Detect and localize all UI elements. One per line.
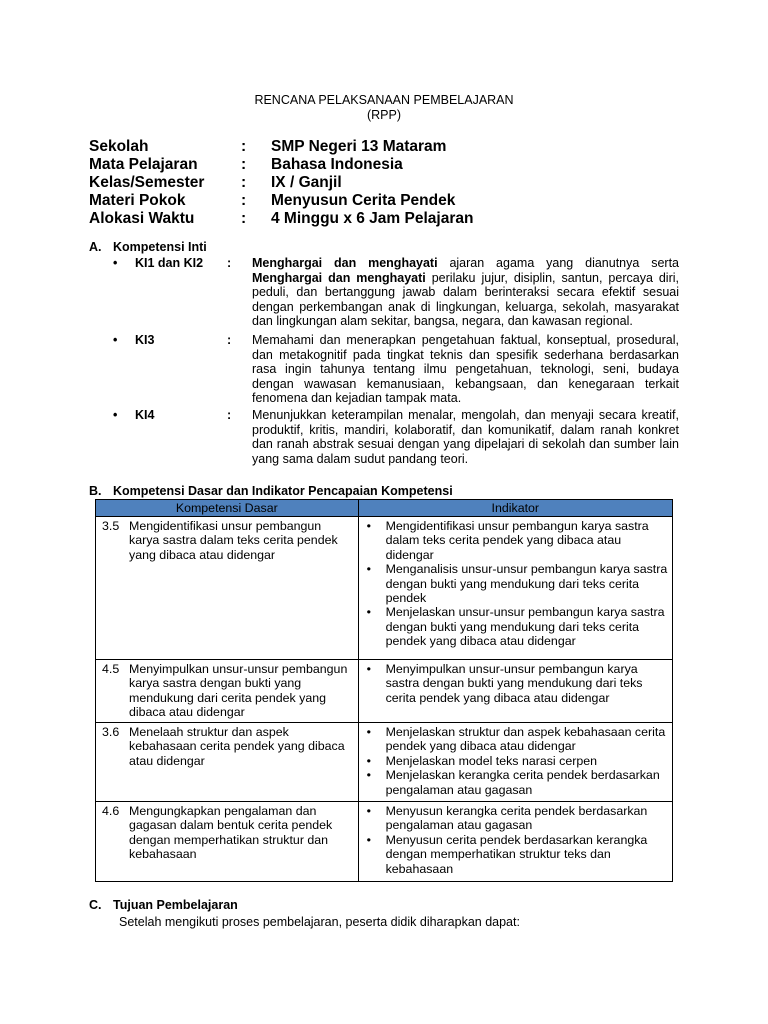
info-row-mata-pelajaran	[89, 156, 473, 174]
indikator-text: Mengidentifikasi unsur pembangun karya sastra dalam teks cerita pendek yang dibaca atau didengar	[385, 519, 649, 562]
indikator-cell	[358, 660, 672, 723]
kd-cell	[96, 517, 359, 660]
ki-colon: :	[227, 408, 232, 422]
tujuan-intro-text: Setelah mengikuti proses pembelajaran, peserta didik diharapkan dapat:	[119, 915, 520, 929]
list-item	[365, 662, 668, 705]
section-title: Tujuan Pembelajaran	[113, 898, 238, 912]
indikator-text: Menyusun cerita pendek berdasarkan kerangka dengan memperhatikan struktur teks dan kebahasaan	[385, 832, 648, 876]
kd-indikator-table	[95, 499, 673, 882]
indikator-text: Menjelaskan model teks narasi cerpen	[385, 753, 598, 768]
ki-text: Menunjukkan keterampilan menalar, mengolah, dan menyaji secara kreatif, produktif, kritis, mandiri, kolaboratif, dan komunikatif, dalam ranah konkret dan ranah abstrak sesuai dengan yang dipelajari di sekolah dan sumber lain yang sama dalam sudut pandang teori.	[252, 408, 679, 466]
section-letter: C.	[89, 898, 102, 912]
bullet-icon: •	[113, 408, 118, 422]
info-row-materi-pokok	[89, 192, 473, 210]
table-row	[96, 517, 673, 660]
bullet-icon: •	[366, 804, 371, 818]
kd-number: 3.6	[102, 725, 120, 739]
table-row	[96, 802, 673, 882]
bullet-icon: •	[366, 662, 371, 676]
bullet-icon: •	[366, 725, 371, 739]
info-value: SMP Negeri 13 Mataram	[271, 138, 447, 155]
info-label: Materi Pokok	[89, 192, 186, 209]
info-value: Menyusun Cerita Pendek	[271, 192, 456, 209]
ki-colon: :	[227, 333, 232, 347]
ki-text-part: perilaku jujur, disiplin, santun, percaya diri, peduli, dan bertanggung jawab dalam berinteraksi secara efektif sesuai dengan perkembangan anak di lingkungan, keluarga, sekolah, masyarakat dan lingkungan alam sekitar, bangsa, negara, dan kawasan regional.	[252, 270, 680, 329]
document-title: RENCANA PELAKSANAAN PEMBELAJARAN	[254, 93, 514, 107]
table-row	[96, 723, 673, 802]
kd-text: Menelaah struktur dan aspek kebahasaan cerita pendek yang dibaca atau didengar	[129, 725, 345, 768]
list-item	[365, 725, 668, 754]
bullet-icon: •	[366, 753, 371, 768]
bullet-icon: •	[366, 832, 371, 847]
kd-cell	[96, 802, 359, 882]
list-item	[365, 833, 668, 876]
kd-cell	[96, 723, 359, 802]
section-b-heading	[89, 484, 453, 498]
ki-text: Memahami dan menerapkan pengetahuan faktual, konseptual, prosedural, dan metakognitif pada tingkat teknis dan spesifik sederhana berdasarkan rasa ingin tahunya tentang ilmu pengetahuan, teknologi, seni, budaya dengan wawasan kemanusiaan, kebangsaan, dan kenegaraan terkait fenomena dan kejadian tampak mata.	[252, 333, 679, 406]
bullet-icon: •	[366, 605, 371, 620]
ki-text-part: ajaran agama yang dianutnya serta	[437, 256, 679, 270]
ki-item-ki3	[113, 333, 683, 406]
info-label: Alokasi Waktu	[89, 210, 195, 227]
ki-emphasis: Menghargai dan menghayati	[252, 256, 438, 270]
indikator-text: Menyusun kerangka cerita pendek berdasarkan pengalaman atau gagasan	[385, 804, 648, 833]
info-row-kelas-semester	[89, 174, 473, 192]
bullet-icon: •	[113, 256, 118, 270]
bullet-icon: •	[366, 519, 371, 533]
document-subtitle: (RPP)	[366, 108, 402, 122]
kd-number: 4.6	[102, 804, 120, 818]
list-item	[365, 804, 668, 833]
info-value: Bahasa Indonesia	[271, 156, 403, 173]
info-colon: :	[241, 192, 247, 209]
info-colon: :	[241, 138, 247, 155]
ki-colon: :	[227, 256, 232, 270]
section-letter: A.	[89, 240, 102, 254]
ki-item-ki1-ki2	[113, 256, 683, 329]
bullet-icon: •	[366, 768, 371, 783]
bullet-icon: •	[113, 333, 118, 347]
indikator-text: Menjelaskan kerangka cerita pendek berdasarkan pengalaman atau gagasan	[385, 768, 660, 797]
indikator-text: Menganalisis unsur-unsur pembangun karya sastra dengan bukti yang mendukung dari teks cerita pendek	[385, 562, 668, 606]
indikator-text: Menjelaskan struktur dan aspek kebahasaan cerita pendek yang dibaca atau didengar	[385, 725, 666, 754]
indikator-text: Menjelaskan unsur-unsur pembangun karya sastra dengan bukti yang mendukung dari teks cerita pendek yang dibaca atau didengar	[385, 605, 665, 649]
info-colon: :	[241, 156, 247, 173]
list-item	[365, 768, 668, 797]
ki-label: KI4	[135, 408, 155, 422]
list-item	[365, 605, 668, 648]
info-label: Sekolah	[89, 138, 149, 155]
indikator-cell	[358, 517, 672, 660]
kd-text: Mengidentifikasi unsur pembangun karya sastra dalam teks cerita pendek yang dibaca atau didengar	[129, 519, 338, 562]
table-row	[96, 660, 673, 723]
kd-text: Menyimpulkan unsur-unsur pembangun karya sastra dengan bukti yang mendukung dari cerita pendek yang dibaca atau didengar	[129, 662, 348, 720]
info-value: 4 Minggu x 6 Jam Pelajaran	[271, 210, 474, 227]
section-a-heading	[89, 240, 207, 254]
info-label: Mata Pelajaran	[89, 156, 198, 173]
ki-emphasis: Menghargai dan menghayati	[252, 270, 426, 285]
kd-text: Mengungkapkan pengalaman dan gagasan dalam bentuk cerita pendek dengan memperhatikan struktur dan kebahasaan	[129, 804, 333, 862]
section-letter: B.	[89, 484, 102, 498]
kd-cell	[96, 660, 359, 723]
ki-item-ki4	[113, 408, 683, 466]
column-header-indikator: Indikator	[358, 500, 672, 517]
column-header-kd: Kompetensi Dasar	[96, 500, 359, 517]
section-c-heading	[89, 898, 238, 912]
info-row-sekolah	[89, 138, 473, 156]
list-item	[365, 562, 668, 605]
list-item	[365, 754, 668, 768]
list-item	[365, 519, 668, 562]
kd-number: 4.5	[102, 662, 120, 676]
bullet-icon: •	[366, 562, 371, 577]
indikator-cell	[358, 723, 672, 802]
info-row-alokasi-waktu	[89, 210, 473, 228]
info-colon: :	[241, 174, 247, 191]
identity-block	[89, 138, 473, 228]
ki-text	[252, 256, 679, 329]
section-title: Kompetensi Inti	[113, 240, 207, 254]
info-label: Kelas/Semester	[89, 174, 205, 191]
ki-label: KI3	[135, 333, 155, 347]
info-value: IX / Ganjil	[271, 174, 342, 191]
ki-label: KI1 dan KI2	[135, 256, 204, 270]
table-header-row	[96, 500, 673, 517]
kd-number: 3.5	[102, 519, 120, 533]
info-colon: :	[241, 210, 247, 227]
indikator-text: Menyimpulkan unsur-unsur pembangun karya sastra dengan bukti yang mendukung dari teks cerita pendek yang dibaca atau didengar	[385, 662, 643, 705]
section-title: Kompetensi Dasar dan Indikator Pencapaian Kompetensi	[113, 484, 453, 498]
indikator-cell	[358, 802, 672, 882]
